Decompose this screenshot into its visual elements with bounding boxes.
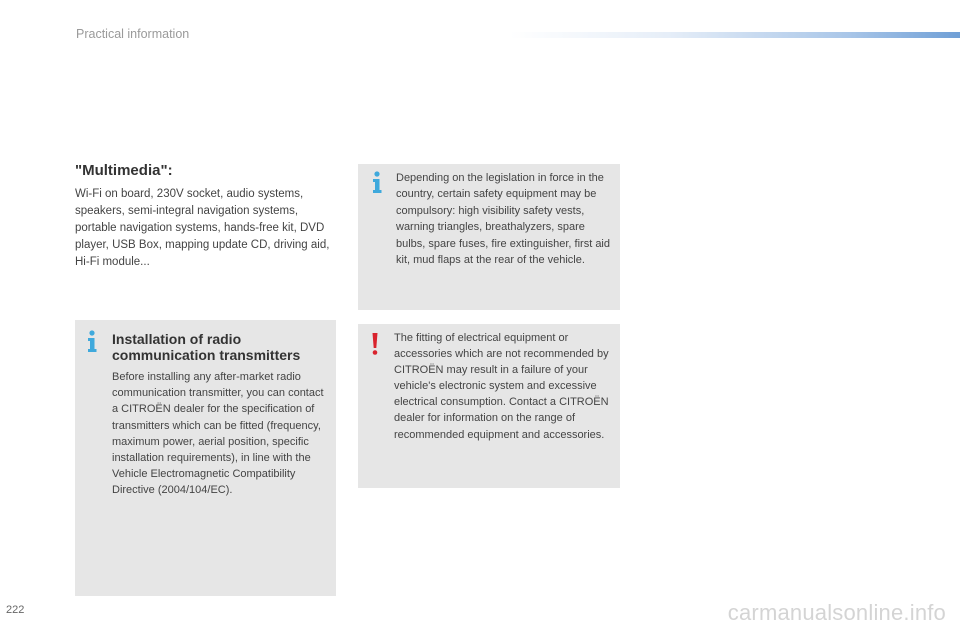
legal-equipment-note xyxy=(358,164,620,310)
info-icon xyxy=(85,329,99,353)
info-icon xyxy=(370,170,384,194)
electrical-warning-note xyxy=(358,324,620,488)
multimedia-heading: "Multimedia": xyxy=(75,162,173,179)
header-gradient-bar xyxy=(510,32,960,38)
page-header-title: Practical information xyxy=(76,27,190,41)
page-number: 222 xyxy=(6,604,25,616)
warning-note-text: The fitting of electrical equipment or accessories which are not recommended by CITROËN may result in a failure of your vehicle's electronic system and excessive electrical consumption. Contact a CITROËN dealer for information on the range of recommended equipment and accessories. xyxy=(394,332,609,441)
radio-transmitter-note xyxy=(75,320,336,596)
multimedia-body: Wi-Fi on board, 230V socket, audio systems, speakers, semi-integral navigation systems, portable navigation systems, hands-free kit, DVD player, USB Box, mapping update CD, driving aid, Hi-Fi module... xyxy=(75,188,330,268)
legal-note-text: Depending on the legislation in force in the country, certain safety equipment may be compulsory: high visibility safety vests, warning triangles, breathalyzers, spare bulbs, spare fuses, fire extinguisher, first aid kit, mud flaps at the rear of the vehicle. xyxy=(396,172,610,267)
watermark: carmanualsonline.info xyxy=(727,600,946,625)
radio-note-title: Installation of radio communication transmitters xyxy=(112,331,301,363)
radio-note-text: Before installing any after-market radio communication transmitter, you can contact a CITROËN dealer for the specification of transmitters which can be fitted (frequency, maximum power, aerial position, specific installation requirements), in line with the Vehicle Electromagnetic Compatibility Directive (2004/104/EC). xyxy=(112,371,324,497)
warning-icon xyxy=(368,332,382,356)
